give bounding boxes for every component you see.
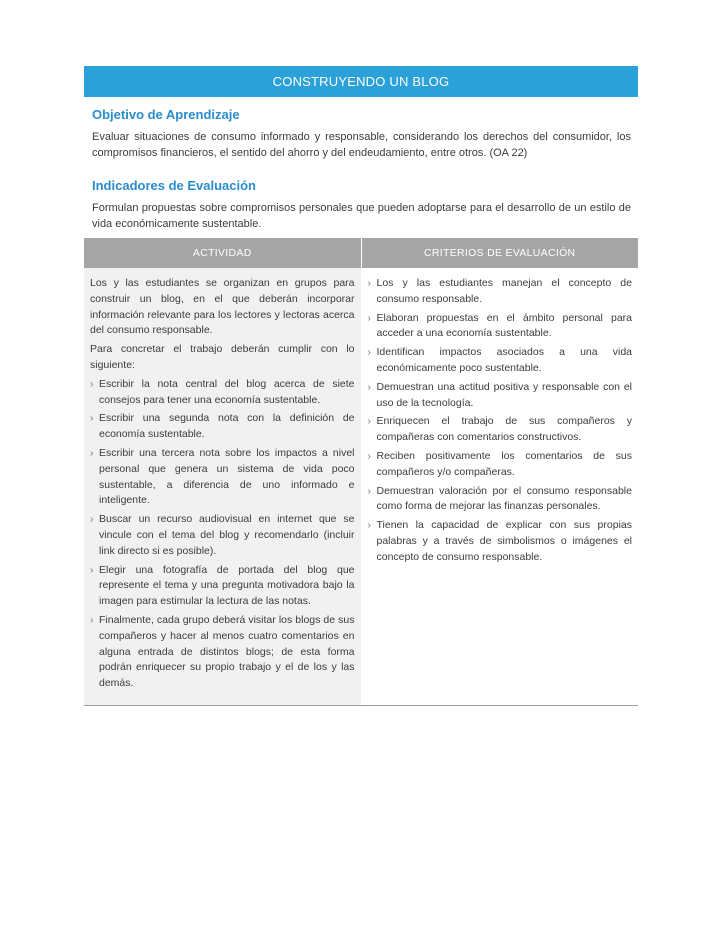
list-item (90, 563, 355, 610)
chevron-right-icon: › (367, 485, 371, 497)
list-item (368, 449, 633, 481)
chevron-right-icon: › (90, 514, 94, 526)
criterios-column (362, 238, 639, 705)
list-item (90, 446, 355, 509)
list-item-text: Demuestran una actitud positiva y responsable con el uso de la tecnología. (376, 380, 632, 409)
chevron-right-icon: › (90, 564, 94, 576)
list-item-text: Demuestran valoración por el consumo responsable como forma de mejorar las finanzas personales. (376, 484, 632, 513)
actividad-list (90, 377, 355, 692)
chevron-right-icon: › (367, 312, 371, 324)
list-item-text: Buscar un recurso audiovisual en internet que se vincule con el tema del blog y recomendarlo (incluir link directo si es posible). (99, 513, 355, 557)
actividad-instructions: Para concretar el trabajo deberán cumplir con lo siguiente: (90, 343, 355, 371)
list-item (368, 414, 633, 446)
list-item-text: Elaboran propuestas en el ámbito personal para acceder a una economía sustentable. (376, 311, 632, 340)
list-item-text: Los y las estudiantes manejan el concepto de consumo responsable. (376, 277, 632, 305)
list-item (368, 518, 633, 565)
chevron-right-icon: › (90, 614, 94, 626)
list-item-text: Finalmente, cada grupo deberá visitar los blogs de sus compañeros y hacer al menos cuatro comentarios en alguna entrada de distintos blogs; de esta forma podrán enriquecer su propio trabajo y el de los y las demás. (99, 613, 355, 690)
chevron-right-icon: › (90, 447, 94, 459)
actividad-intro: Los y las estudiantes se organizan en grupos para construir un blog, en el que deberán incorporar información relevante para los lectores y lectoras acerca del consumo responsable. (90, 277, 355, 337)
list-item (90, 613, 355, 692)
list-item (368, 276, 633, 308)
chevron-right-icon: › (367, 381, 371, 393)
list-item-text: Enriquecen el trabajo de sus compañeros y compañeras con comentarios constructivos. (376, 415, 632, 444)
list-item-text: Tienen la capacidad de explicar con sus propias palabras y a través de simbolismos o imágenes el concepto de consumo responsable. (376, 519, 632, 563)
list-item (368, 380, 633, 412)
list-item (90, 411, 355, 443)
objetivo-text: Evaluar situaciones de consumo informado y responsable, considerando los derechos del consumidor, los compromisos financieros, el sentido del ahorro y del endeudamiento, entre otros. (OA 22) (92, 131, 631, 159)
chevron-right-icon: › (90, 413, 94, 425)
activity-table (84, 238, 638, 706)
chevron-right-icon: › (367, 520, 371, 532)
list-item-text: Escribir una segunda nota con la definición de economía sustentable. (99, 412, 355, 441)
list-item (90, 377, 355, 409)
chevron-right-icon: › (367, 416, 371, 428)
criterios-cell (362, 268, 639, 579)
list-item-text: Reciben positivamente los comentarios de sus compañeros y/o compañeras. (376, 449, 632, 478)
chevron-right-icon: › (367, 450, 371, 462)
document-page (84, 66, 638, 706)
actividad-column (84, 238, 361, 705)
list-item-text: Identifican impactos asociados a una vida económicamente poco sustentable. (376, 346, 632, 374)
list-item (90, 512, 355, 559)
indicadores-title: Indicadores de Evaluación (92, 178, 256, 193)
page-banner: CONSTRUYENDO UN BLOG (84, 66, 638, 97)
chevron-right-icon: › (367, 347, 371, 359)
list-item-text: Elegir una fotografía de portada del blog que represente el tema y una pregunta motivadora bajo la imagen para estimular la lectura de las notas. (99, 563, 355, 608)
actividad-header: ACTIVIDAD (84, 238, 361, 268)
criterios-list (368, 276, 633, 566)
criterios-header: CRITERIOS DE EVALUACIÓN (362, 238, 639, 268)
list-item (368, 345, 633, 377)
list-item-text: Escribir la nota central del blog acerca de siete consejos para tener una economía sustentable. (99, 377, 355, 406)
chevron-right-icon: › (367, 278, 371, 289)
list-item (368, 484, 633, 516)
actividad-cell (84, 268, 361, 705)
list-item (368, 311, 633, 343)
list-item-text: Escribir una tercera nota sobre los impactos a nivel personal que genera un sistema de vida poco sustentable, a diferencia de uno informado e inteligente. (99, 446, 355, 507)
chevron-right-icon: › (90, 378, 94, 390)
indicadores-text: Formulan propuestas sobre compromisos personales que pueden adoptarse para el desarrollo de un estilo de vida económicamente sustentable. (92, 202, 631, 230)
objetivo-title: Objetivo de Aprendizaje (92, 107, 240, 122)
